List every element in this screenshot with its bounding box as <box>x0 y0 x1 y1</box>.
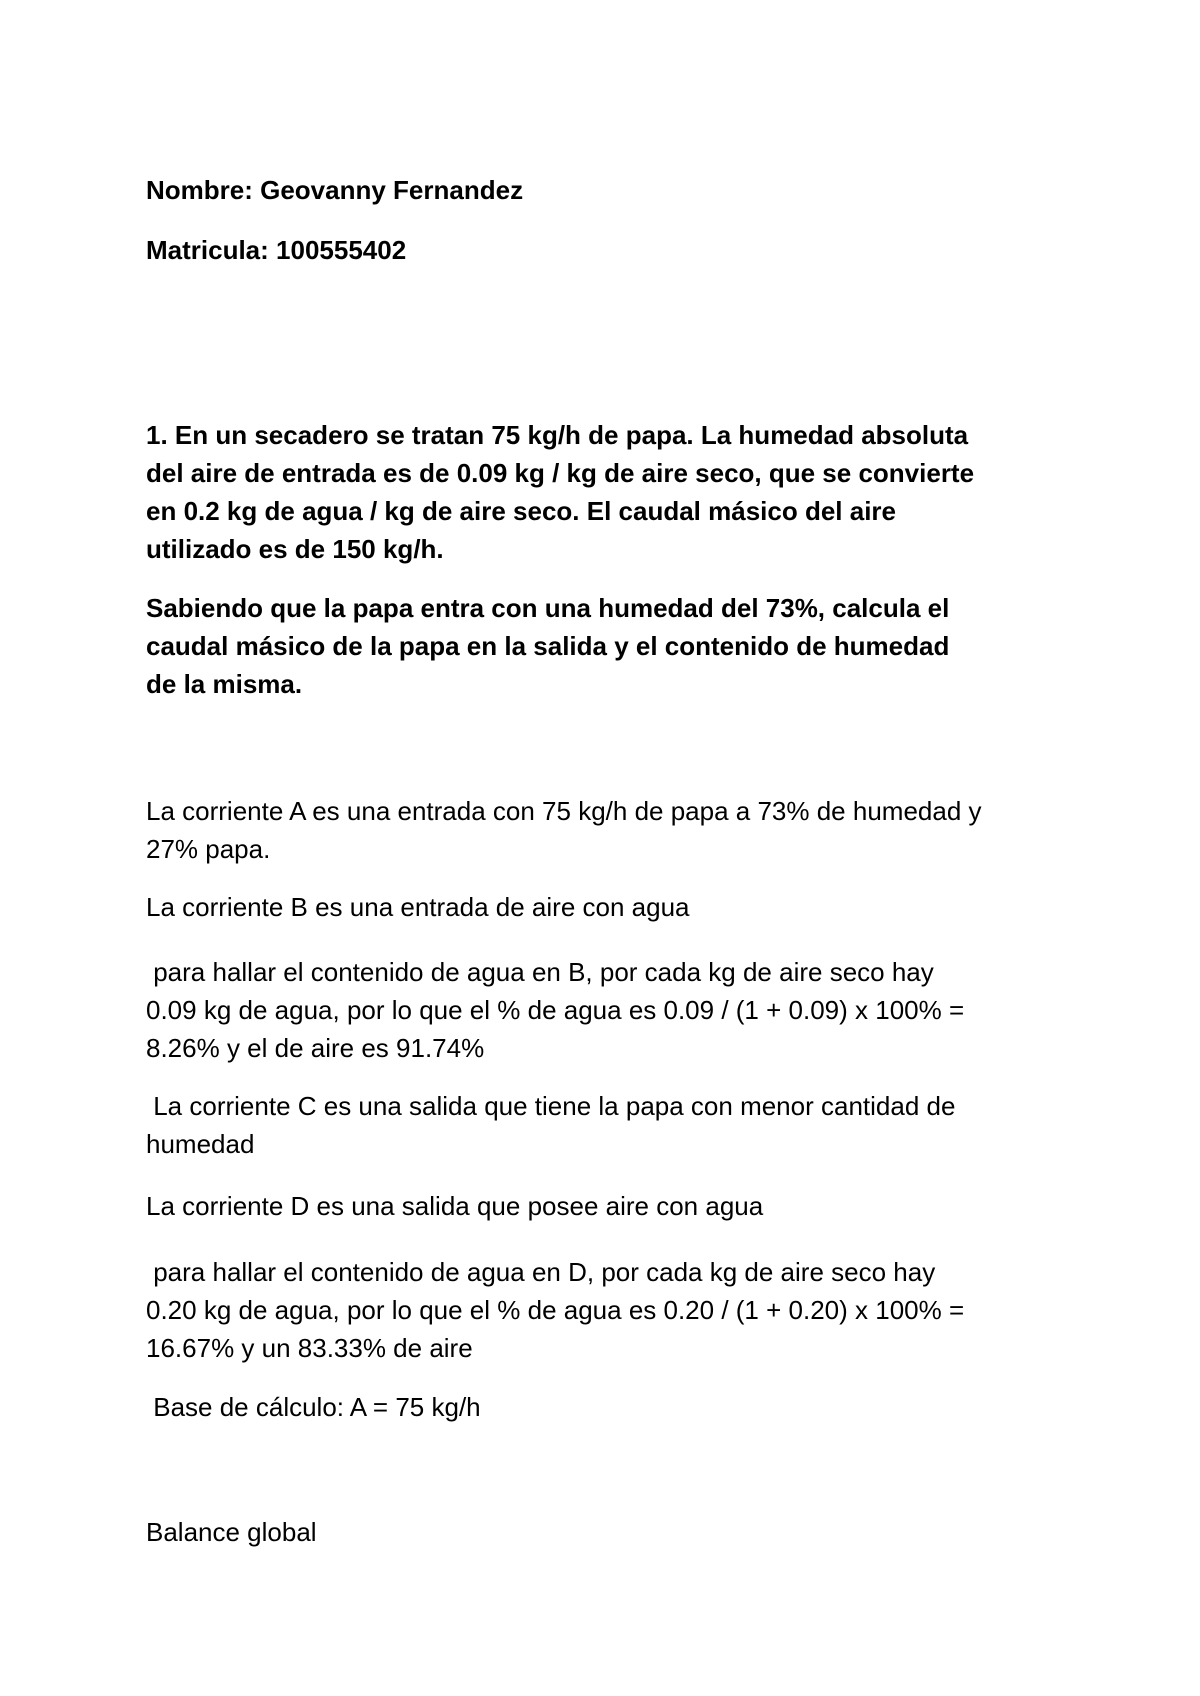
problem-statement-line: en 0.2 kg de agua / kg de aire seco. El caudal másico del aire <box>146 496 897 526</box>
stream-b-calc-line: 8.26% y el de aire es 91.74% <box>146 1033 485 1063</box>
stream-d-calc-line: para hallar el contenido de agua en D, por cada kg de aire seco hay <box>146 1257 936 1287</box>
stream-d-calculation <box>146 1253 1086 1367</box>
stream-d-calc-line: 0.20 kg de agua, por lo que el % de agua es 0.20 / (1 + 0.20) x 100% = <box>146 1295 965 1325</box>
stream-a-line: 27% papa. <box>146 834 271 864</box>
problem-question <box>146 589 1086 703</box>
problem-statement-line: del aire de entrada es de 0.09 kg / kg de aire seco, que se convierte <box>146 458 975 488</box>
student-name: Nombre: Geovanny Fernandez <box>146 175 524 205</box>
stream-c-line: La corriente C es una salida que tiene la papa con menor cantidad de <box>146 1091 956 1121</box>
stream-c-description <box>146 1087 1086 1163</box>
problem-statement <box>146 416 1086 568</box>
stream-b-calculation <box>146 953 1086 1067</box>
student-id: Matricula: 100555402 <box>146 235 407 265</box>
problem-question-line: Sabiendo que la papa entra con una humedad del 73%, calcula el <box>146 593 950 623</box>
calculation-basis: Base de cálculo: A = 75 kg/h <box>146 1392 481 1422</box>
global-balance-heading: Balance global <box>146 1517 317 1547</box>
stream-a-description <box>146 792 1086 868</box>
stream-d-calc-line: 16.67% y un 83.33% de aire <box>146 1333 473 1363</box>
problem-statement-line: utilizado es de 150 kg/h. <box>146 534 444 564</box>
stream-b-calc-line: para hallar el contenido de agua en B, por cada kg de aire seco hay <box>146 957 934 987</box>
problem-statement-line: 1. En un secadero se tratan 75 kg/h de papa. La humedad absoluta <box>146 420 969 450</box>
stream-d-description: La corriente D es una salida que posee aire con agua <box>146 1191 764 1221</box>
stream-c-line: humedad <box>146 1129 255 1159</box>
stream-a-line: La corriente A es una entrada con 75 kg/h de papa a 73% de humedad y <box>146 796 982 826</box>
stream-b-calc-line: 0.09 kg de agua, por lo que el % de agua es 0.09 / (1 + 0.09) x 100% = <box>146 995 965 1025</box>
stream-b-description: La corriente B es una entrada de aire con agua <box>146 892 690 922</box>
problem-question-line: caudal másico de la papa en la salida y el contenido de humedad <box>146 631 950 661</box>
problem-question-line: de la misma. <box>146 669 303 699</box>
